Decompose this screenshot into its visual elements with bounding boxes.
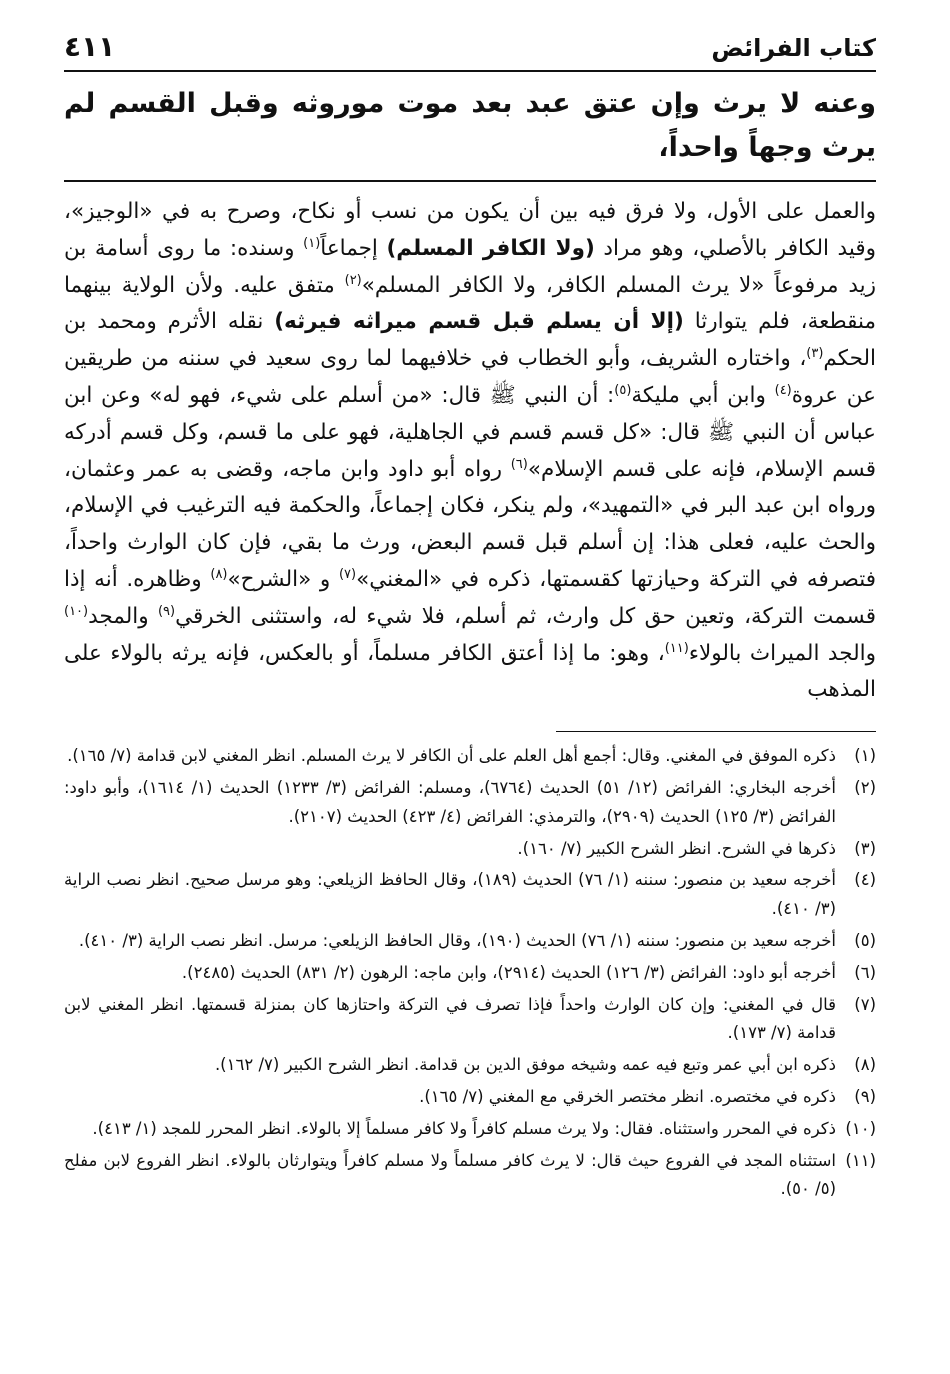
footnote [64, 1115, 876, 1144]
matn-quote: (ولا الكافر المسلم) [386, 235, 595, 261]
footnote-number: (٦) [854, 962, 876, 982]
footnote-number: (١١) [845, 1150, 876, 1170]
footnote [64, 742, 876, 771]
footnote-text: ذكره في المحرر واستثناه. فقال: ولا يرث مسلم كافراً ولا كافر مسلماً إلا بالولاء. انظر المحرر للمجد (١/ ٤١٣). [92, 1118, 836, 1138]
footnote-marker[interactable]: (٣) [806, 346, 824, 362]
footnote-text: ذكرها في الشرح. انظر الشرح الكبير (٧/ ١٦٠). [517, 838, 836, 858]
footnote [64, 866, 876, 924]
footnote [64, 1083, 876, 1112]
commentary-segment: و «الشرح» [227, 566, 339, 592]
commentary-segment: وسنده: ما روى أسامة بن زيد مرفوعاً «لا يرث المسلم الكافر، ولا الكافر المسلم» [64, 235, 876, 298]
commentary-segment: : أن النبي ﷺ قال: «من أسلم على شيء، فهو له» وعن ابن عباس أن النبي ﷺ قال: «كل قسم قسم في الجاهلية، فهو على ما قسم، وكل قسم أدركه قسم الإسلام، فإنه على قسم الإسلام» [64, 382, 876, 482]
footnote-number: (٢) [854, 777, 876, 797]
book-page [64, 24, 876, 1207]
commentary-segment: رواه أبو داود وابن ماجه، وقضى به عمر وعثمان، ورواه ابن عبد البر في «التمهيد»، ولم ينكر، فكان إجماعاً، والحكمة فيه الترغيب في الإسلام، والحث عليه، فعلى هذا: إن أسلم قبل قسم البعض، ورث ما بقي، فإن كان الوارث واحداً، فتصرفه في التركة وحيازتها كقسمتها، ذكره في «المغني» [64, 456, 877, 592]
footnote [64, 1051, 876, 1080]
commentary-segment: متفق عليه. ولأن الولاية بينهما منقطعة، فلم يتوارثا [64, 272, 877, 335]
page-number: ٤١١ [64, 30, 116, 63]
footnote-marker[interactable]: (٧) [338, 566, 357, 582]
footnote-marker[interactable]: (٢) [344, 272, 362, 288]
commentary-segment: والمجد [88, 603, 158, 629]
footnote [64, 835, 876, 864]
footnote-marker[interactable]: (٩) [157, 603, 176, 619]
footnote-number: (٩) [854, 1086, 876, 1106]
footnote-marker[interactable]: (٨) [210, 566, 228, 582]
footnote-text: ذكره في مختصره. انظر مختصر الخرقي مع المغني (٧/ ١٦٥). [419, 1086, 836, 1106]
page-header [64, 24, 876, 72]
footnote-text: أخرجه سعيد بن منصور: سننه (١/ ٧٦) الحديث (١٨٩)، وقال الحافظ الزيلعي: وهو مرسل صحيح. انظر نصب الراية (٣/ ٤١٠). [64, 870, 836, 919]
footnote [64, 991, 876, 1049]
running-title: كتاب الفرائض [711, 34, 876, 62]
footnote [64, 959, 876, 988]
footnote-marker[interactable]: (١١) [664, 640, 689, 656]
footnotes [64, 742, 876, 1204]
footnote-text: أخرجه سعيد بن منصور: سننه (١/ ٧٦) الحديث (١٩٠)، وقال الحافظ الزيلعي: مرسل. انظر نصب الراية (٣/ ٤١٠). [78, 930, 836, 950]
commentary-segment: ، وهو: ما إذا أعتق الكافر مسلماً، أو بالعكس، فإنه يرثه بالولاء على المذهب [64, 640, 876, 703]
commentary-segment: والعمل على الأول، ولا فرق فيه بين أن يكون من نسب أو نكاح، وصرح به في «الوجيز»، وقيد الكافر بالأصلي، وهو مراد [64, 199, 876, 261]
footnote-number: (٤) [854, 870, 876, 890]
footnote-marker[interactable]: (٦) [510, 456, 528, 472]
commentary-segment: ، واختاره الشريف، وأبو الخطاب في خلافيهما لما روى سعيد في سننه من طريقين عن عروة [64, 346, 876, 408]
footnote-marker[interactable]: (١) [303, 235, 321, 251]
footnote-number: (٧) [854, 994, 876, 1014]
footnote-number: (٣) [854, 838, 876, 858]
footnote-text: ذكره الموفق في المغني. وقال: أجمع أهل العلم على أن الكافر لا يرث المسلم. انظر المغني لابن قدامة (٧/ ١٦٥). [67, 746, 836, 766]
footnote-number: (١٠) [845, 1118, 876, 1138]
commentary-segment: نقله الأثرم ومحمد بن الحكم [64, 309, 876, 372]
footnote [64, 927, 876, 956]
footnote-text: أخرجه البخاري: الفرائض (١٢/ ٥١) الحديث (٦٧٦٤)، ومسلم: الفرائض (٣/ ١٢٣٣) الحديث (١/ ١٦١٤)، وأبو داود: الفرائض (٣/ ١٢٥) الحديث (٢٩٠٩)، والترمذي: الفرائض (٤/ ٤٢٣) الحديث (٢١٠٧). [64, 777, 836, 826]
matn-quote: (إلا أن يسلم قبل قسم ميراثه فيرثه) [274, 309, 684, 335]
commentary-segment: إجماعاً [320, 235, 387, 261]
footnote-marker[interactable]: (٤) [774, 382, 792, 398]
footnote-text: أخرجه أبو داود: الفرائض (٣/ ١٢٦) الحديث (٢٩١٤)، وابن ماجه: الرهون (٢/ ٨٣١) الحديث (٢٤٨٥). [181, 962, 836, 982]
footnote-marker[interactable]: (١٠) [64, 603, 89, 619]
footnote-text: ذكره ابن أبي عمر وتبع فيه عمه وشيخه موفق الدين بن قدامة. انظر الشرح الكبير (٧/ ١٦٢). [214, 1055, 836, 1075]
commentary-text [64, 194, 876, 709]
footnote [64, 1147, 876, 1205]
commentary-segment: وظاهره. أنه إذا قسمت التركة، وتعين حق كل وارث، ثم أسلم، فلا شيء له، واستثنى الخرقي [64, 566, 876, 629]
footnote-number: (١) [854, 746, 876, 766]
footnote-marker[interactable]: (٥) [614, 382, 632, 398]
commentary-segment: وابن أبي مليكة [631, 382, 775, 408]
footnote-text: استثناه المجد في الفروع حيث قال: لا يرث كافر مسلماً ولا مسلم كافراً ويتوارثان بالولاء. انظر الفروع لابن مفلح (٥/ ٥٠). [64, 1150, 836, 1199]
footnote-text: قال في المغني: وإن كان الوارث واحداً فإذا تصرف في التركة واحتازها كان بمنزلة قسمتها. انظر المغني لابن قدامة (٧/ ١٧٣). [64, 994, 836, 1043]
footnote-number: (٨) [854, 1055, 876, 1075]
matn-text: وعنه لا يرث وإن عتق عبد بعد موت موروثه وقبل القسم لم يرث وجهاً واحداً، [64, 82, 876, 182]
footnote-separator [556, 731, 876, 732]
commentary-segment: والجد الميراث بالولاء [688, 640, 876, 666]
footnote-number: (٥) [854, 930, 876, 950]
footnote [64, 774, 876, 832]
